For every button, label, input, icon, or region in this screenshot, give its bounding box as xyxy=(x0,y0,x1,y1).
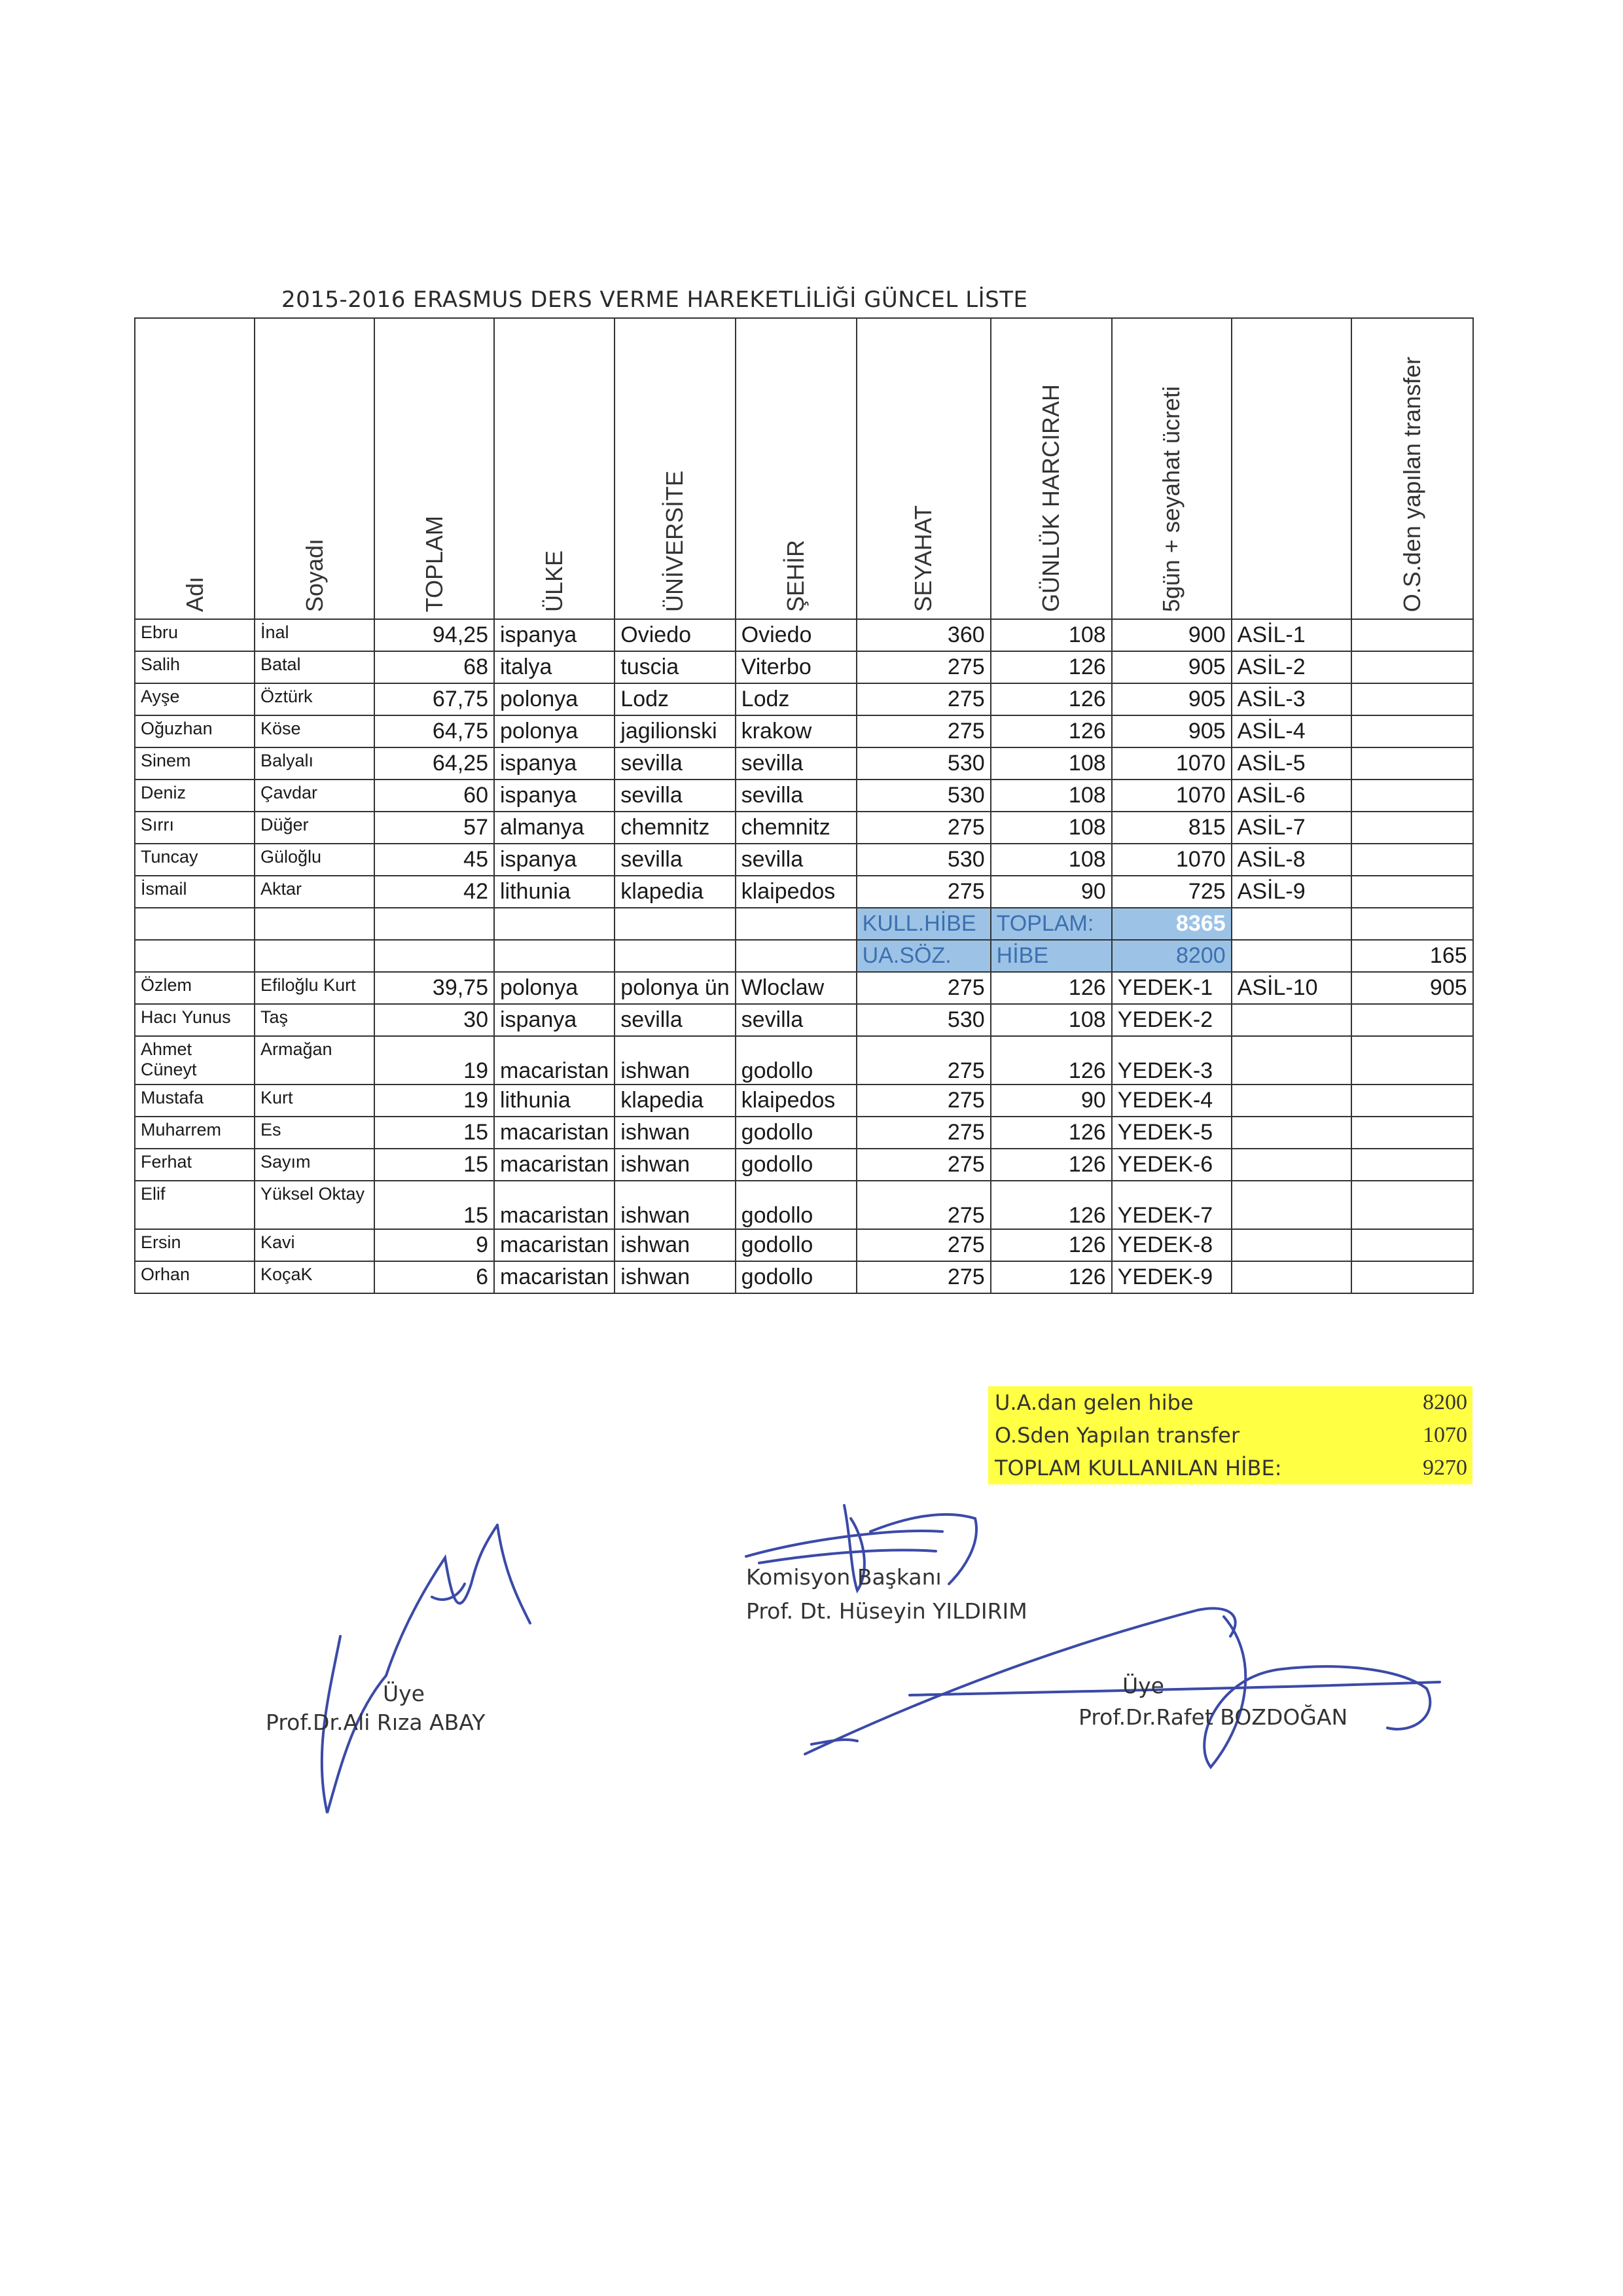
cell-ad: Ersin xyxy=(135,1229,255,1261)
cell-ad: Tuncay xyxy=(135,844,255,876)
cell-sehir: godollo xyxy=(736,1261,857,1293)
cell-sehir: Wloclaw xyxy=(736,972,857,1004)
cell-durum: ASİL-3 xyxy=(1232,683,1351,715)
summary-row: U.A.dan gelen hibe 8200 xyxy=(995,1390,1467,1415)
cell-univ: sevilla xyxy=(615,747,735,780)
cell-ulke: ispanya xyxy=(494,1004,615,1036)
cell-toplam: 6 xyxy=(374,1261,494,1293)
cell-ucret: YEDEK-2 xyxy=(1112,1004,1232,1036)
cell-ucret: 725 xyxy=(1112,876,1232,908)
cell-ad: Orhan xyxy=(135,1261,255,1293)
cell-sehir: godollo xyxy=(736,1229,857,1261)
cell-ad: İsmail xyxy=(135,876,255,908)
cell-toplam: 15 xyxy=(374,1149,494,1181)
cell-harcirah: 126 xyxy=(991,1036,1112,1085)
cell-sehir: chemnitz xyxy=(736,812,857,844)
cell-harcirah: 126 xyxy=(991,972,1112,1004)
cell-ucret: YEDEK-4 xyxy=(1112,1085,1232,1117)
cell-seyahat: 530 xyxy=(857,747,991,780)
member2-name: Prof.Dr.Rafet BOZDOĞAN xyxy=(1079,1704,1348,1730)
cell-toplam: 60 xyxy=(374,780,494,812)
ua-value: 8200 xyxy=(1112,940,1232,972)
cell-univ: ishwan xyxy=(615,1117,735,1149)
cell-sehir: sevilla xyxy=(736,747,857,780)
cell-harcirah: 90 xyxy=(991,876,1112,908)
chair-role: Komisyon Başkanı xyxy=(746,1564,942,1590)
cell-harcirah: 126 xyxy=(991,1229,1112,1261)
cell-univ: ishwan xyxy=(615,1261,735,1293)
cell-ucret: YEDEK-1 xyxy=(1112,972,1232,1004)
cell-toplam: 19 xyxy=(374,1036,494,1085)
cell-toplam: 64,25 xyxy=(374,747,494,780)
cell-seyahat: 275 xyxy=(857,1261,991,1293)
cell-toplam: 30 xyxy=(374,1004,494,1036)
cell-harcirah: 126 xyxy=(991,1181,1112,1229)
cell-ulke: ispanya xyxy=(494,844,615,876)
cell-soyad: Kurt xyxy=(255,1085,374,1117)
header-cell: ÜNİVERSİTE xyxy=(615,318,735,619)
header-cell: O.S.den yapılan transfer xyxy=(1351,318,1473,619)
cell-ad: Ahmet Cüneyt xyxy=(135,1036,255,1085)
cell-harcirah: 126 xyxy=(991,1149,1112,1181)
cell-sehir: godollo xyxy=(736,1181,857,1229)
cell-ulke: ispanya xyxy=(494,780,615,812)
cell-ulke: ispanya xyxy=(494,747,615,780)
cell-ucret: YEDEK-3 xyxy=(1112,1036,1232,1085)
cell-toplam: 9 xyxy=(374,1229,494,1261)
cell-seyahat: 275 xyxy=(857,1036,991,1085)
ua-soz-label: UA.SÖZ. xyxy=(857,940,991,972)
cell-univ: sevilla xyxy=(615,780,735,812)
cell-sehir: klaipedos xyxy=(736,1085,857,1117)
cell-ucret: YEDEK-9 xyxy=(1112,1261,1232,1293)
cell-ulke: macaristan xyxy=(494,1036,615,1085)
cell-univ: ishwan xyxy=(615,1036,735,1085)
cell-ulke: polonya xyxy=(494,683,615,715)
cell-ucret: 900 xyxy=(1112,619,1232,651)
cell-seyahat: 275 xyxy=(857,683,991,715)
cell-seyahat: 275 xyxy=(857,876,991,908)
cell-ulke: italya xyxy=(494,651,615,683)
cell-harcirah: 126 xyxy=(991,683,1112,715)
cell-soyad: KoçaK xyxy=(255,1261,374,1293)
cell-toplam: 57 xyxy=(374,812,494,844)
cell-soyad: Güloğlu xyxy=(255,844,374,876)
cell-ad: Muharrem xyxy=(135,1117,255,1149)
cell-ad: Oğuzhan xyxy=(135,715,255,747)
cell-seyahat: 275 xyxy=(857,1117,991,1149)
cell-univ: ishwan xyxy=(615,1229,735,1261)
cell-soyad: Batal xyxy=(255,651,374,683)
cell-harcirah: 126 xyxy=(991,651,1112,683)
cell-univ: ishwan xyxy=(615,1149,735,1181)
cell-ucret: YEDEK-8 xyxy=(1112,1229,1232,1261)
cell-seyahat: 275 xyxy=(857,972,991,1004)
member1-name: Prof.Dr.Ali Rıza ABAY xyxy=(266,1710,486,1735)
cell-univ: ishwan xyxy=(615,1181,735,1229)
cell-sehir: klaipedos xyxy=(736,876,857,908)
cell-ucret: 905 xyxy=(1112,683,1232,715)
header-cell: 5gün + seyahat ücreti xyxy=(1112,318,1232,619)
cell-ad: Mustafa xyxy=(135,1085,255,1117)
summary-row: O.Sden Yapılan transfer 1070 xyxy=(995,1423,1467,1448)
cell-soyad: Es xyxy=(255,1117,374,1149)
cell-toplam: 68 xyxy=(374,651,494,683)
cell-soyad: İnal xyxy=(255,619,374,651)
cell-ucret: YEDEK-6 xyxy=(1112,1149,1232,1181)
cell-durum: ASİL-9 xyxy=(1232,876,1351,908)
cell-ad: Elif xyxy=(135,1181,255,1229)
header-cell: GÜNLÜK HARCIRAH xyxy=(991,318,1112,619)
cell-toplam: 19 xyxy=(374,1085,494,1117)
cell-ucret: YEDEK-7 xyxy=(1112,1181,1232,1229)
cell-toplam: 15 xyxy=(374,1181,494,1229)
cell-sehir: godollo xyxy=(736,1036,857,1085)
transfer-diff: 165 xyxy=(1351,940,1473,972)
cell-durum: ASİL-6 xyxy=(1232,780,1351,812)
cell-ulke: polonya xyxy=(494,972,615,1004)
cell-toplam: 94,25 xyxy=(374,619,494,651)
cell-toplam: 15 xyxy=(374,1117,494,1149)
cell-ad: Özlem xyxy=(135,972,255,1004)
header-cell: Adı xyxy=(135,318,255,619)
header-cell: ÜLKE xyxy=(494,318,615,619)
ua-hibe-label: HİBE xyxy=(991,940,1112,972)
cell-soyad: Taş xyxy=(255,1004,374,1036)
cell-durum: ASİL-8 xyxy=(1232,844,1351,876)
cell-durum: ASİL-7 xyxy=(1232,812,1351,844)
cell-soyad: Çavdar xyxy=(255,780,374,812)
summary-row: TOPLAM KULLANILAN HİBE: 9270 xyxy=(995,1456,1467,1480)
cell-harcirah: 126 xyxy=(991,1261,1112,1293)
cell-ad: Sinem xyxy=(135,747,255,780)
cell-soyad: Köse xyxy=(255,715,374,747)
cell-ucret: 1070 xyxy=(1112,780,1232,812)
cell-ulke: macaristan xyxy=(494,1261,615,1293)
cell-soyad: Aktar xyxy=(255,876,374,908)
cell-harcirah: 108 xyxy=(991,812,1112,844)
cell-sehir: sevilla xyxy=(736,780,857,812)
cell-seyahat: 275 xyxy=(857,715,991,747)
cell-durum: ASİL-5 xyxy=(1232,747,1351,780)
cell-harcirah: 90 xyxy=(991,1085,1112,1117)
cell-ucret: 1070 xyxy=(1112,747,1232,780)
cell-sehir: krakow xyxy=(736,715,857,747)
cell-univ: sevilla xyxy=(615,844,735,876)
cell-seyahat: 360 xyxy=(857,619,991,651)
cell-sehir: Viterbo xyxy=(736,651,857,683)
cell-univ: polonya ün xyxy=(615,972,735,1004)
cell-ad: Ferhat xyxy=(135,1149,255,1181)
cell-harcirah: 108 xyxy=(991,747,1112,780)
cell-ad: Ayşe xyxy=(135,683,255,715)
cell-univ: sevilla xyxy=(615,1004,735,1036)
cell-ulke: macaristan xyxy=(494,1117,615,1149)
cell-toplam: 64,75 xyxy=(374,715,494,747)
cell-sehir: godollo xyxy=(736,1149,857,1181)
cell-soyad: Kavi xyxy=(255,1229,374,1261)
cell-ulke: macaristan xyxy=(494,1229,615,1261)
cell-durum: ASİL-2 xyxy=(1232,651,1351,683)
cell-seyahat: 275 xyxy=(857,1229,991,1261)
page-title: 2015-2016 ERASMUS DERS VERME HAREKETLİLİĞİ GÜNCEL LİSTE xyxy=(281,287,1028,313)
cell-toplam: 45 xyxy=(374,844,494,876)
cell-univ: klapedia xyxy=(615,1085,735,1117)
cell-soyad: Sayım xyxy=(255,1149,374,1181)
cell-ad: Deniz xyxy=(135,780,255,812)
cell-transfer: 905 xyxy=(1351,972,1473,1004)
kull-hibe-label: KULL.HİBE xyxy=(857,908,991,940)
cell-soyad: Armağan xyxy=(255,1036,374,1085)
cell-seyahat: 275 xyxy=(857,1149,991,1181)
cell-seyahat: 530 xyxy=(857,780,991,812)
cell-toplam: 67,75 xyxy=(374,683,494,715)
cell-ucret: 905 xyxy=(1112,651,1232,683)
cell-ucret: 1070 xyxy=(1112,844,1232,876)
kull-toplam-label: TOPLAM: xyxy=(991,908,1112,940)
cell-seyahat: 275 xyxy=(857,812,991,844)
cell-harcirah: 108 xyxy=(991,1004,1112,1036)
cell-ulke: macaristan xyxy=(494,1181,615,1229)
cell-sehir: sevilla xyxy=(736,1004,857,1036)
cell-univ: Lodz xyxy=(615,683,735,715)
kull-value: 8365 xyxy=(1112,908,1232,940)
cell-univ: tuscia xyxy=(615,651,735,683)
cell-seyahat: 530 xyxy=(857,1004,991,1036)
header-cell: SEYAHAT xyxy=(857,318,991,619)
cell-sehir: Oviedo xyxy=(736,619,857,651)
member1-role: Üye xyxy=(383,1681,425,1706)
header-cell: ŞEHİR xyxy=(736,318,857,619)
cell-ad: Hacı Yunus xyxy=(135,1004,255,1036)
cell-soyad: Düğer xyxy=(255,812,374,844)
cell-sehir: godollo xyxy=(736,1117,857,1149)
cell-univ: chemnitz xyxy=(615,812,735,844)
cell-soyad: Öztürk xyxy=(255,683,374,715)
header-cell: TOPLAM xyxy=(374,318,494,619)
cell-toplam: 42 xyxy=(374,876,494,908)
cell-ucret: YEDEK-5 xyxy=(1112,1117,1232,1149)
cell-toplam: 39,75 xyxy=(374,972,494,1004)
cell-seyahat: 275 xyxy=(857,651,991,683)
header-cell: Soyadı xyxy=(255,318,374,619)
cell-durum: ASİL-4 xyxy=(1232,715,1351,747)
cell-harcirah: 108 xyxy=(991,844,1112,876)
cell-ucret: 815 xyxy=(1112,812,1232,844)
cell-univ: jagilionski xyxy=(615,715,735,747)
cell-harcirah: 108 xyxy=(991,780,1112,812)
cell-univ: Oviedo xyxy=(615,619,735,651)
cell-durum: ASİL-10 xyxy=(1232,972,1351,1004)
chair-name: Prof. Dt. Hüseyin YILDIRIM xyxy=(746,1598,1027,1624)
cell-ad: Salih xyxy=(135,651,255,683)
cell-soyad: Balyalı xyxy=(255,747,374,780)
cell-soyad: Efiloğlu Kurt xyxy=(255,972,374,1004)
cell-ulke: almanya xyxy=(494,812,615,844)
cell-seyahat: 275 xyxy=(857,1085,991,1117)
cell-durum: ASİL-1 xyxy=(1232,619,1351,651)
cell-harcirah: 126 xyxy=(991,715,1112,747)
cell-ulke: ispanya xyxy=(494,619,615,651)
cell-ad: Ebru xyxy=(135,619,255,651)
cell-ulke: macaristan xyxy=(494,1149,615,1181)
cell-ulke: lithunia xyxy=(494,1085,615,1117)
cell-ulke: polonya xyxy=(494,715,615,747)
cell-ulke: lithunia xyxy=(494,876,615,908)
cell-seyahat: 275 xyxy=(857,1181,991,1229)
cell-ucret: 905 xyxy=(1112,715,1232,747)
cell-seyahat: 530 xyxy=(857,844,991,876)
cell-harcirah: 126 xyxy=(991,1117,1112,1149)
member2-role: Üye xyxy=(1122,1673,1164,1698)
cell-ad: Sırrı xyxy=(135,812,255,844)
cell-univ: klapedia xyxy=(615,876,735,908)
cell-harcirah: 108 xyxy=(991,619,1112,651)
cell-sehir: sevilla xyxy=(736,844,857,876)
cell-sehir: Lodz xyxy=(736,683,857,715)
cell-soyad: Yüksel Oktay xyxy=(255,1181,374,1229)
